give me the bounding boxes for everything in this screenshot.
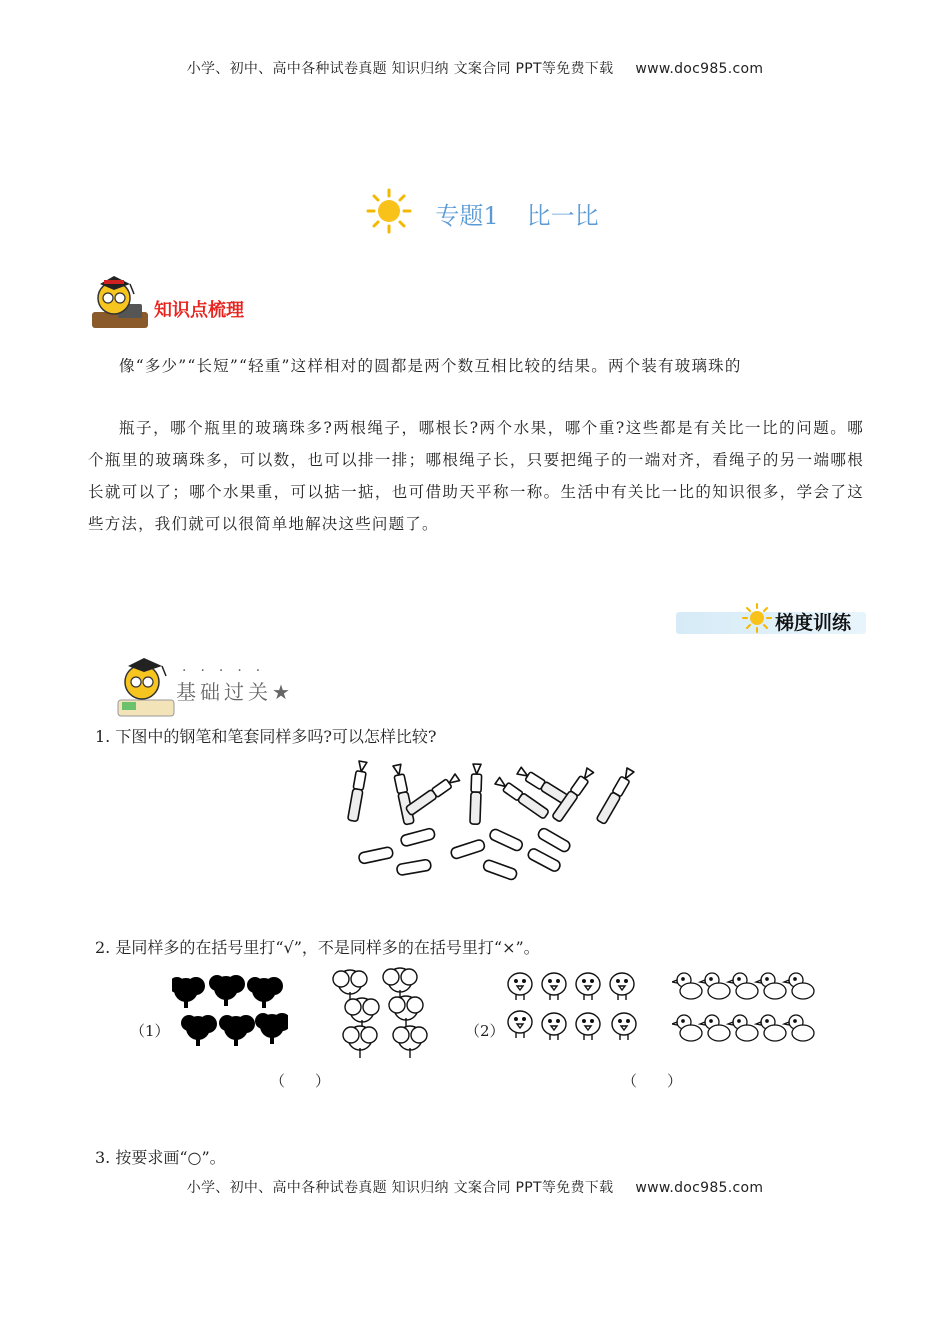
answer-paren-1[interactable]: （ ） [270,1072,331,1090]
knowledge-paragraph-1: 像“多少”“长短”“轻重”这样相对的圆都是两个数互相比较的结果。两个装有玻璃珠的 [119,357,742,375]
header-site-link[interactable]: www.doc985.com [635,61,764,77]
reading-mascot-icon [116,650,178,720]
training-label: 梯度训练 [775,612,852,634]
question-2: 2. 是同样多的在括号里打“√”，不是同样多的在括号里打“×”。 [95,938,540,957]
question-3: 3. 按要求画“○”。 [95,1148,226,1167]
ducks-illustration [672,966,822,1058]
page-footer [0,1177,950,1197]
title-name: 比一比 [526,202,599,230]
knowledge-paragraph-2: 瓶子，哪个瓶里的玻璃珠多?两根绳子，哪根长?两个水果，哪个重?这些都是有关比一比的问题。哪个瓶里的玻璃珠多，可以数，也可以排一排；哪根绳子长，只要把绳子的一端对齐，看绳子的另一端哪根长就可以了；哪个水果重，可以掂一掂，也可借助天平称一称。生活中有关比一比的知识很多，学会了这些方法，我们就可以很简单地解决这些问题了。 [88,419,864,533]
basic-level-label: 基础过关★ [176,680,294,704]
chicks-illustration [504,966,646,1046]
page-title [0,196,950,231]
black-trees-illustration [172,974,288,1056]
footer-text: 小学、初中、高中各种试卷真题 知识归纳 文案合同 PPT等免费下载 [186,1180,614,1196]
q2-label-2: （2） [465,1022,505,1040]
answer-paren-2[interactable]: （ ） [622,1072,683,1090]
page-header [0,58,950,78]
outline-trees-illustration [326,966,434,1060]
q2-label-1: （1） [130,1022,170,1040]
pens-and-caps-illustration [345,756,645,886]
header-text: 小学、初中、高中各种试卷真题 知识归纳 文案合同 PPT等免费下载 [186,61,614,77]
knowledge-section-label: 知识点梳理 [154,300,244,321]
title-topic: 专题1 [435,202,499,230]
level-dots: ····· [182,663,275,679]
footer-site-link[interactable]: www.doc985.com [635,1180,764,1196]
sun-small-icon [742,603,772,633]
question-1: 1. 下图中的钢笔和笔套同样多吗?可以怎样比较? [95,727,437,746]
scholar-mascot-icon [90,268,152,332]
